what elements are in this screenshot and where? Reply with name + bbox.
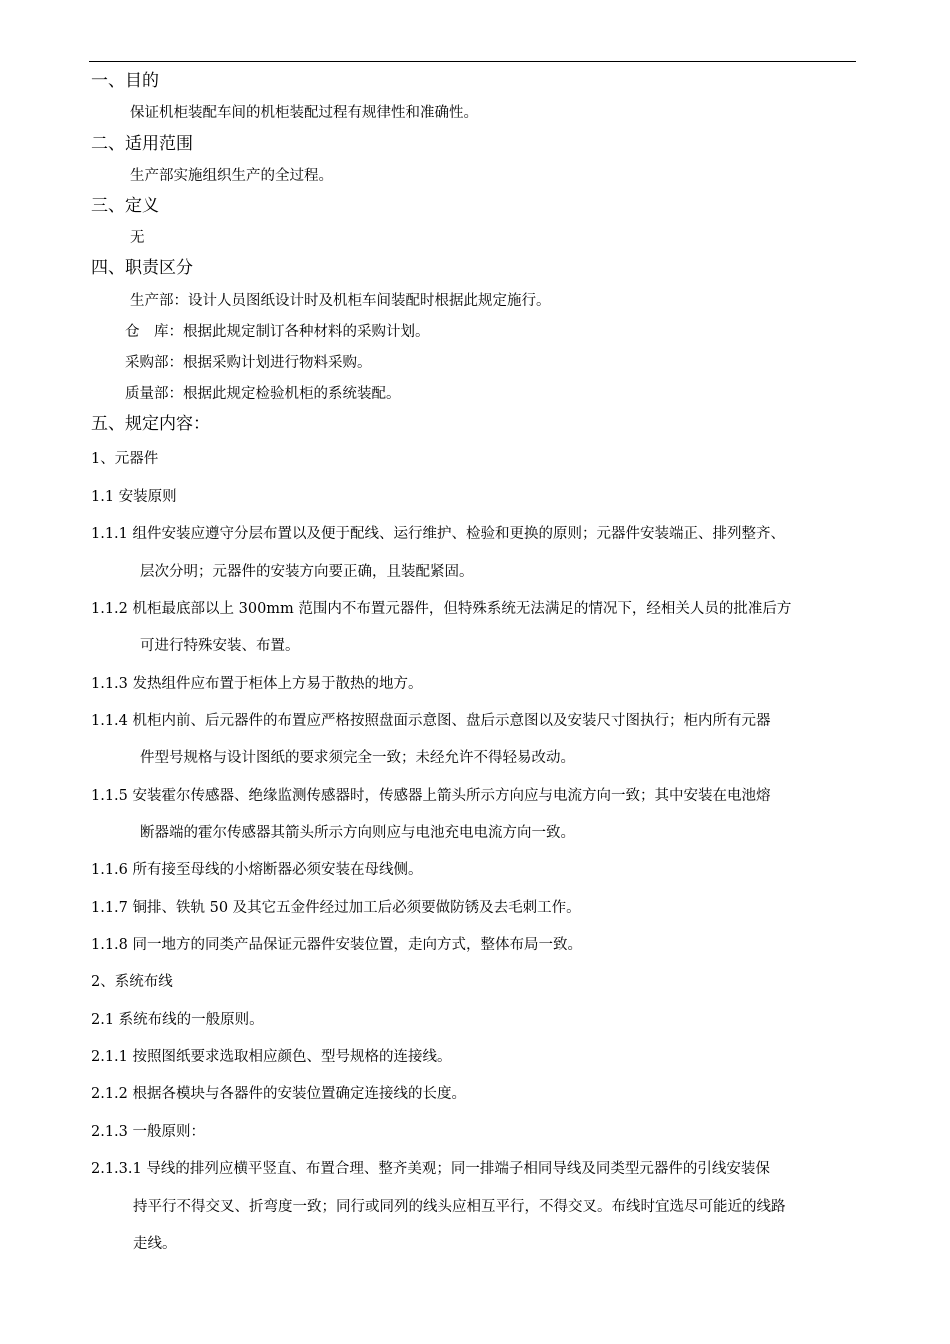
clause-1-1-1-line-2: 层次分明；元器件的安装方向要正确，且装配紧固。 (140, 564, 474, 580)
clause-number: 1.1.4 (91, 713, 128, 729)
header-rule (89, 61, 856, 62)
clause-2-1-1 (91, 1045, 452, 1066)
clause-1-1-2-line-1 (91, 597, 791, 618)
section-1-title: 一、目的 (91, 71, 159, 91)
clause-number: 1.1.1 (91, 526, 128, 542)
subsection-heading: 2.1 系统布线的一般原则。 (91, 1012, 264, 1028)
section-3-title: 三、定义 (91, 196, 159, 216)
clause-text: 所有接至母线的小熔断器必须安装在母线侧。 (132, 862, 423, 878)
clause-1-1-5-line-1 (91, 784, 771, 805)
section-1-body: 保证机柜装配车间的机柜装配过程有规律性和准确性。 (130, 105, 478, 121)
subsection-heading: 1、元器件 (91, 451, 159, 467)
clause-number: 1.1.6 (91, 862, 128, 878)
section-4-title: 四、职责区分 (91, 258, 193, 278)
clause-1-1-4-line-2: 件型号规格与设计图纸的要求须完全一致；未经允许不得轻易改动。 (140, 750, 575, 766)
clause-text: 铜排、铁轨 50 及其它五金件经过加工后必须要做防锈及去毛刺工作。 (132, 900, 581, 916)
clause-text: 一般原则： (132, 1124, 206, 1140)
clause-number: 2.1.3 (91, 1124, 128, 1140)
clause-1-1-3 (91, 672, 423, 693)
clause-2-1-3-1-line-2: 持平行不得交叉、折弯度一致；同行或同列的线头应相互平行，不得交叉。布线时宜选尽可能近的线路 (133, 1199, 786, 1215)
clause-text: 根据各模块与各器件的安装位置确定连接线的长度。 (132, 1086, 467, 1102)
clause-number: 1.1.5 (91, 788, 128, 804)
clause-text: 安装霍尔传感器、绝缘监测传感器时，传感器上箭头所示方向应与电流方向一致；其中安装在电池熔 (132, 788, 771, 804)
clause-text: 导线的排列应横平竖直、布置合理、整齐美观；同一排端子相同导线及同类型元器件的引线安装保 (146, 1161, 770, 1177)
clause-1-1-2-line-2: 可进行特殊安装、布置。 (140, 638, 300, 654)
clause-1-1-1-line-1 (91, 522, 785, 543)
clause-number: 2.1.2 (91, 1086, 128, 1102)
section-5-title: 五、规定内容： (91, 414, 210, 434)
clause-1-1-7 (91, 896, 581, 917)
subsection-heading: 1.1 安装原则 (91, 489, 177, 505)
clause-text: 发热组件应布置于柜体上方易于散热的地方。 (132, 676, 423, 692)
clause-number: 1.1.8 (91, 937, 128, 953)
clause-text: 机柜最底部以上 300mm 范围内不布置元器件，但特殊系统无法满足的情况下，经相关人员的批准后方 (132, 601, 792, 617)
clause-2-1-3-1-line-1 (91, 1157, 770, 1178)
section-2-body: 生产部实施组织生产的全过程。 (130, 168, 333, 184)
clause-2-1-2 (91, 1082, 466, 1103)
clause-number: 2.1.1 (91, 1049, 128, 1065)
duty-item: 生产部：设计人员图纸设计时及机柜车间装配时根据此规定施行。 (130, 293, 551, 309)
clause-number: 1.1.3 (91, 676, 128, 692)
clause-1-1-6 (91, 858, 423, 879)
duty-item: 质量部：根据此规定检验机柜的系统装配。 (125, 386, 401, 402)
clause-number: 1.1.7 (91, 900, 128, 916)
clause-number: 2.1.3.1 (91, 1161, 142, 1177)
clause-2-1-3 (91, 1120, 205, 1141)
duty-item: 仓 库：根据此规定制订各种材料的采购计划。 (125, 324, 430, 340)
clause-1-1-4-line-1 (91, 709, 771, 730)
subsection-heading: 2、系统布线 (91, 974, 173, 990)
clause-1-1-8 (91, 933, 582, 954)
section-3-body: 无 (130, 230, 145, 246)
clause-text: 按照图纸要求选取相应颜色、型号规格的连接线。 (132, 1049, 452, 1065)
clause-text: 机柜内前、后元器件的布置应严格按照盘面示意图、盘后示意图以及安装尺寸图执行；柜内所有元器 (132, 713, 771, 729)
clause-2-1-3-1-line-3: 走线。 (133, 1236, 177, 1252)
clause-number: 1.1.2 (91, 601, 128, 617)
clause-text: 同一地方的同类产品保证元器件安装位置，走向方式，整体布局一致。 (132, 937, 583, 953)
clause-1-1-5-line-2: 断器端的霍尔传感器其箭头所示方向则应与电池充电电流方向一致。 (140, 825, 575, 841)
duty-item: 采购部：根据采购计划进行物料采购。 (125, 355, 372, 371)
section-2-title: 二、适用范围 (91, 134, 193, 154)
clause-text: 组件安装应遵守分层布置以及便于配线、运行维护、检验和更换的原则；元器件安装端正、排列整齐、 (132, 526, 786, 542)
